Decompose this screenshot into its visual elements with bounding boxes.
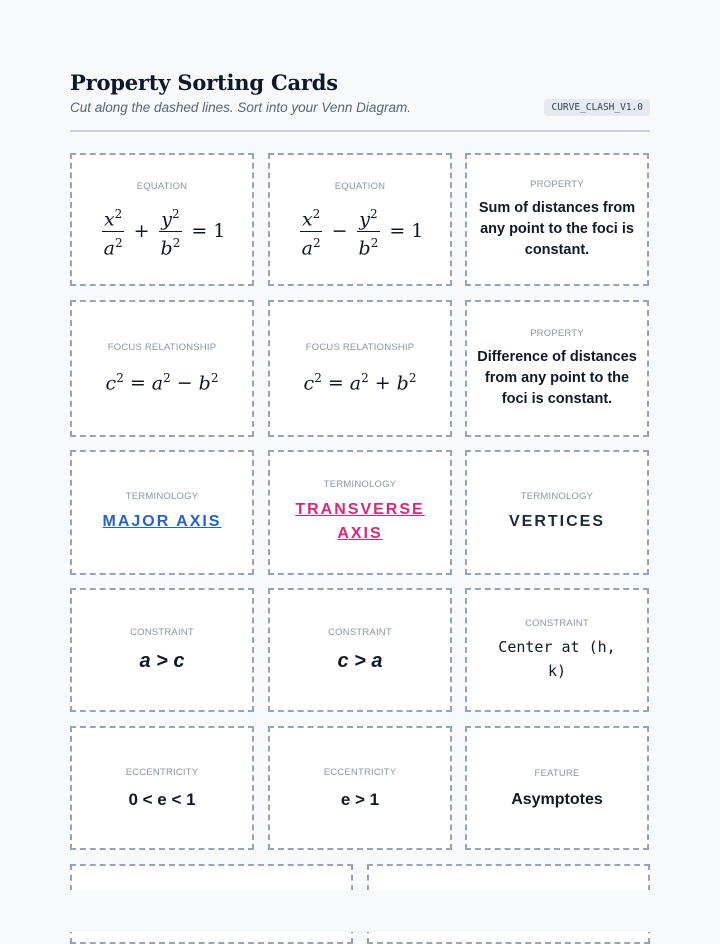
card-text: Center at (h, k) — [498, 637, 616, 680]
card-major-axis[interactable] — [70, 450, 254, 575]
card-inequality: c > a — [337, 650, 383, 672]
card-category: PROPERTY — [530, 178, 584, 190]
card-sum-property[interactable] — [465, 153, 649, 286]
card-category: EQUATION — [334, 181, 386, 193]
card-term: VERTICES — [508, 513, 605, 530]
page-subtitle: Cut along the dashed lines. Sort into your Venn Diagram. — [70, 100, 411, 115]
card-category: CONSTRAINT — [130, 627, 194, 638]
card-text: Sum of distances from any point to the foci is constant. — [478, 199, 636, 258]
card-ellipse-focus[interactable] — [70, 300, 254, 437]
card-category: EQUATION — [136, 181, 188, 193]
card-category: ECCENTRICITY — [125, 766, 199, 778]
card-ellipse-equation[interactable] — [70, 153, 254, 286]
header-divider — [70, 130, 650, 132]
card-equation: $c^2$ = $a^2$ − $b^2$ — [105, 371, 219, 395]
card-hyperbola-equation[interactable] — [268, 153, 452, 286]
card-category: TERMINOLOGY — [520, 491, 594, 502]
card-equation: $\frac{x^2}{a^2}$ + $\frac{y^2}{b^2}$ = 1 — [99, 204, 226, 258]
card-constraint-center[interactable] — [465, 588, 649, 712]
page-bottom-fade — [0, 890, 720, 932]
card-eccentricity-hyperbola[interactable] — [268, 726, 452, 850]
card-constraint-ellipse[interactable] — [70, 588, 254, 712]
card-feature-asymptotes[interactable] — [465, 726, 649, 850]
card-category: FEATURE — [534, 767, 580, 779]
page-header — [70, 70, 650, 132]
card-value: 0 < e < 1 — [128, 789, 196, 809]
card-category: CONSTRAINT — [525, 617, 589, 629]
card-equation: $\frac{x^2}{a^2}$ − $\frac{y^2}{b^2}$ = 1 — [297, 204, 424, 258]
card-term: TRANSVERSE AXIS — [295, 501, 425, 542]
card-text: Difference of distances from any point to the foci is constant. — [477, 348, 637, 407]
card-category: FOCUS RELATIONSHIP — [305, 342, 415, 354]
card-eccentricity-ellipse[interactable] — [70, 726, 254, 850]
card-value: Asymptotes — [511, 790, 603, 808]
card-category: PROPERTY — [530, 327, 584, 339]
card-category: TERMINOLOGY — [125, 491, 199, 502]
card-transverse-axis[interactable] — [268, 450, 452, 575]
card-difference-property[interactable] — [465, 300, 649, 437]
version-badge: CURVE_CLASH_V1.0 — [544, 99, 650, 116]
card-category: TERMINOLOGY — [323, 479, 397, 490]
card-hyperbola-focus[interactable] — [268, 300, 452, 437]
page-title: Property Sorting Cards — [70, 70, 338, 95]
card-category: FOCUS RELATIONSHIP — [107, 342, 217, 354]
card-constraint-hyperbola[interactable] — [268, 588, 452, 712]
card-vertices[interactable] — [465, 450, 649, 575]
card-term: MAJOR AXIS — [102, 513, 222, 530]
card-inequality: a > c — [139, 650, 185, 672]
card-category: ECCENTRICITY — [323, 766, 397, 778]
card-category: CONSTRAINT — [328, 627, 392, 638]
card-value: e > 1 — [340, 789, 380, 809]
card-equation: $c^2$ = $a^2$ + $b^2$ — [303, 371, 417, 395]
